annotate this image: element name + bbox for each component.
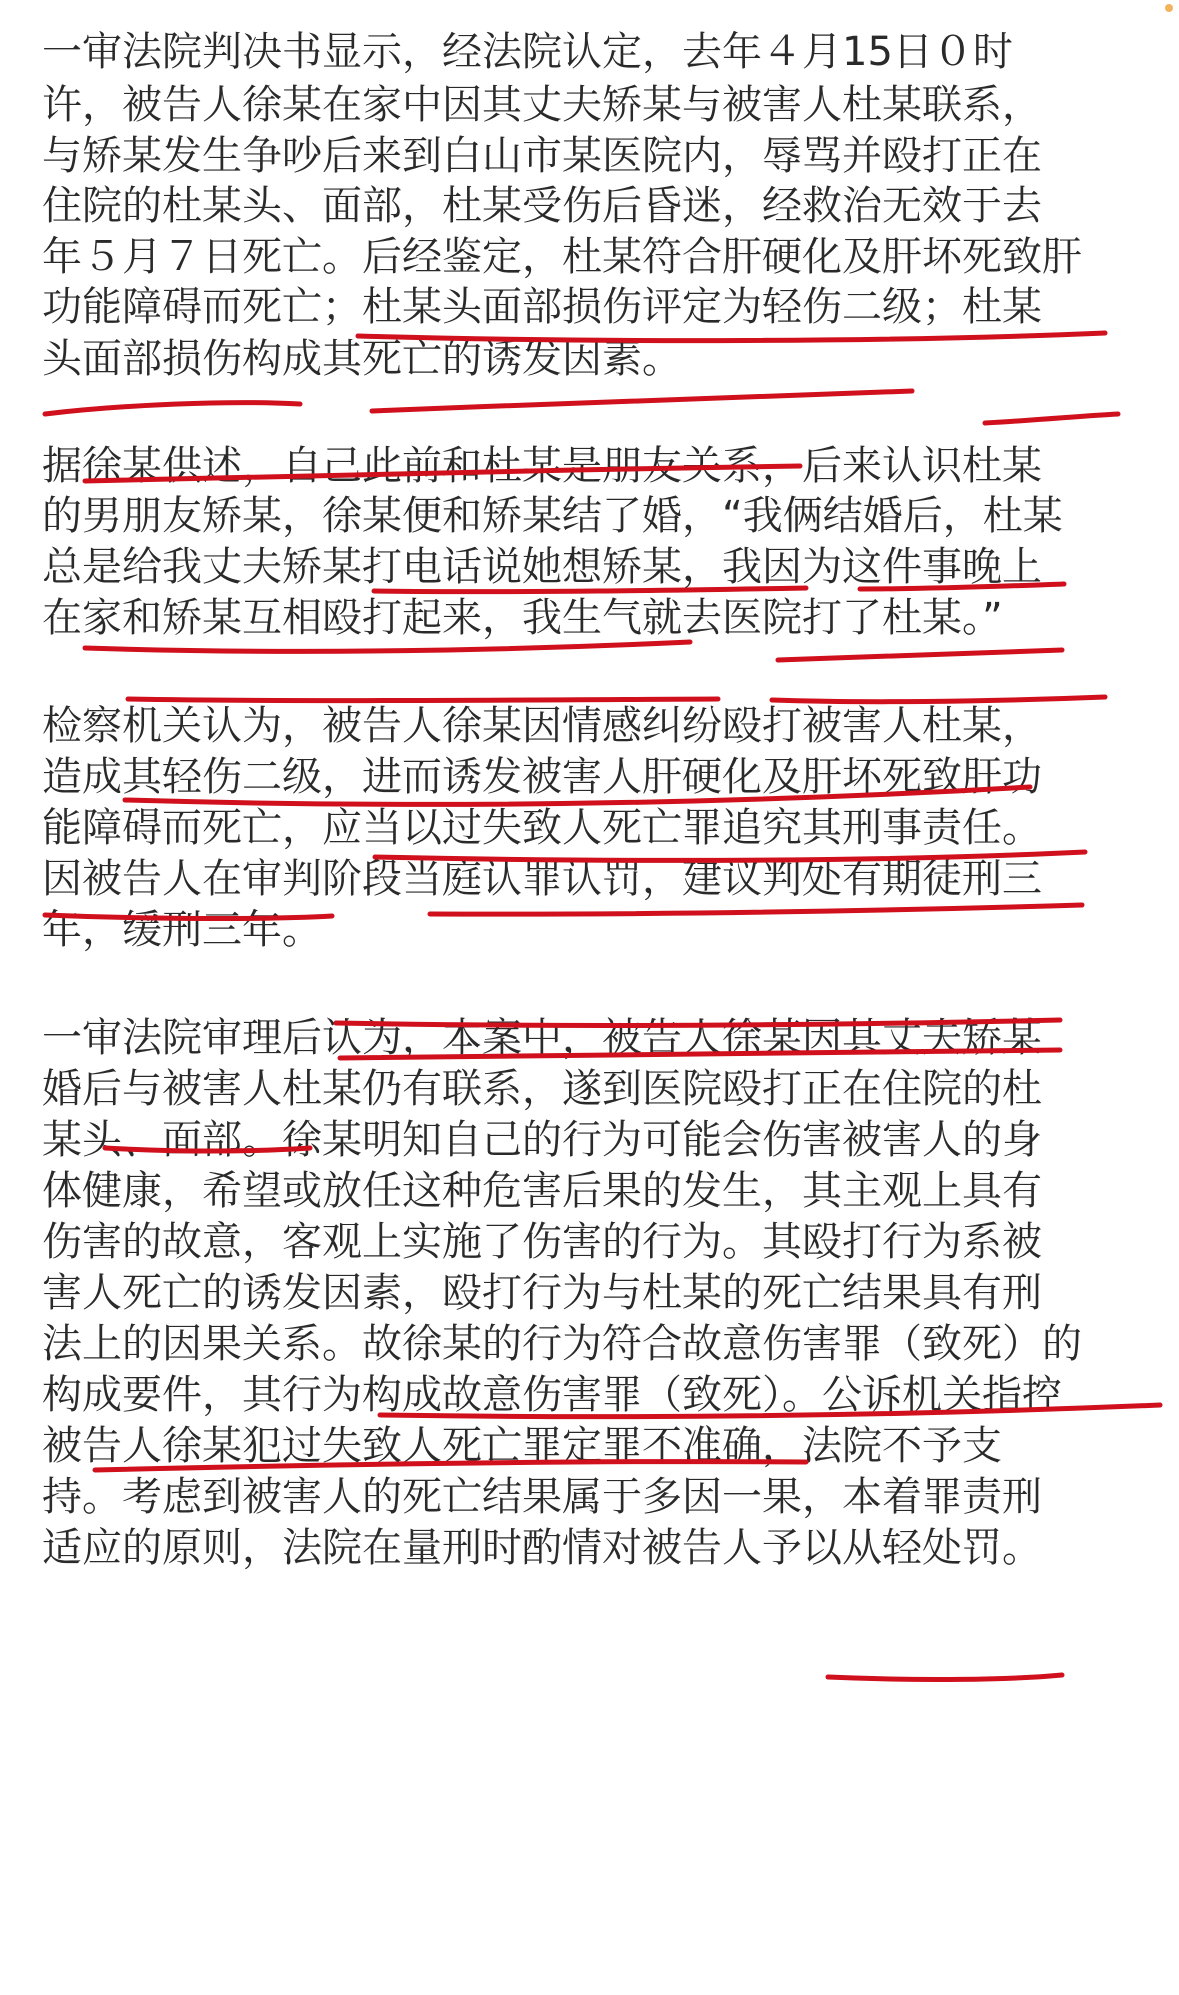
text-line: 据徐某供述，自己此前和杜某是朋友关系，后来认识杜某 bbox=[42, 443, 1042, 489]
text-line: 被告人徐某犯过失致人死亡罪定罪不准确，法院不予支 bbox=[42, 1423, 1002, 1469]
underline-mark bbox=[828, 1675, 1062, 1679]
text-line: 能障碍而死亡，应当以过失致人死亡罪追究其刑事责任。 bbox=[42, 805, 1042, 851]
text-line: 一审法院判决书显示，经法院认定，去年４月15日０时 bbox=[42, 29, 1013, 75]
text-line: 适应的原则，法院在量刑时酌情对被告人予以从轻处罚。 bbox=[42, 1525, 1042, 1571]
text-line: 与矫某发生争吵后来到白山市某医院内，辱骂并殴打正在 bbox=[42, 133, 1042, 179]
text-line: 伤害的故意，客观上实施了伤害的行为。其殴打行为系被 bbox=[42, 1219, 1042, 1265]
text-line: 头面部损伤构成其死亡的诱发因素。 bbox=[42, 336, 682, 382]
underline-mark bbox=[430, 905, 1082, 914]
text-line: 的男朋友矫某，徐某便和矫某结了婚，“我俩结婚后，杜某 bbox=[42, 493, 1063, 539]
text-line: 构成要件，其行为构成故意伤害罪（致死）。公诉机关指控 bbox=[42, 1372, 1062, 1418]
text-line: 总是给我丈夫矫某打电话说她想矫某，我因为这件事晚上 bbox=[42, 544, 1042, 590]
text-line: 一审法院审理后认为，本案中，被告人徐某因其丈夫矫某 bbox=[42, 1015, 1042, 1061]
text-line: 住院的杜某头、面部，杜某受伤后昏迷，经救治无效于去 bbox=[42, 183, 1042, 229]
underline-mark bbox=[45, 403, 300, 414]
text-line: 害人死亡的诱发因素，殴打行为与杜某的死亡结果具有刑 bbox=[42, 1270, 1042, 1316]
text-line: 年，缓刑三年。 bbox=[42, 907, 322, 953]
corner-dot bbox=[1165, 4, 1173, 12]
text-line: 某头、面部。徐某明知自己的行为可能会伤害被害人的身 bbox=[42, 1117, 1042, 1163]
text-line: 体健康，希望或放任这种危害后果的发生，其主观上具有 bbox=[42, 1168, 1042, 1214]
underline-mark bbox=[778, 650, 1062, 660]
text-line: 法上的因果关系。故徐某的行为符合故意伤害罪（致死）的 bbox=[42, 1321, 1082, 1367]
text-line: 在家和矫某互相殴打起来，我生气就去医院打了杜某。” bbox=[42, 595, 1003, 641]
text-line: 年５月７日死亡。后经鉴定，杜某符合肝硬化及肝坏死致肝 bbox=[42, 234, 1082, 280]
text-line: 检察机关认为，被告人徐某因情感纠纷殴打被害人杜某， bbox=[42, 703, 1042, 749]
text-line: 造成其轻伤二级，进而诱发被害人肝硬化及肝坏死致肝功 bbox=[42, 754, 1042, 800]
text-line: 许，被告人徐某在家中因其丈夫矫某与被害人杜某联系， bbox=[42, 82, 1042, 128]
text-line: 婚后与被害人杜某仍有联系，遂到医院殴打正在住院的杜 bbox=[42, 1066, 1042, 1112]
text-line: 持。考虑到被害人的死亡结果属于多因一果，本着罪责刑 bbox=[42, 1474, 1042, 1520]
underline-mark bbox=[985, 414, 1118, 423]
underline-mark bbox=[372, 391, 912, 411]
text-line: 因被告人在审判阶段当庭认罪认罚，建议判处有期徒刑三 bbox=[42, 856, 1042, 902]
text-line: 功能障碍而死亡；杜某头面部损伤评定为轻伤二级；杜某 bbox=[42, 284, 1042, 330]
